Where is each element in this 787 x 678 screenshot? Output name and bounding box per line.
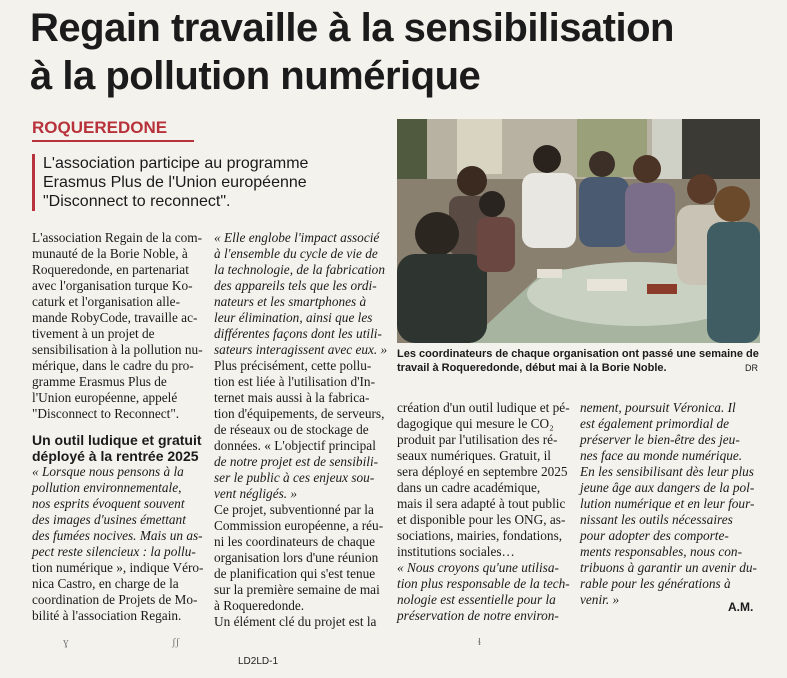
body-line: pect reste silencieux : la pollu-	[32, 544, 196, 559]
article-title	[30, 4, 770, 100]
body-line: des appareils tels que les ordi-	[214, 278, 377, 293]
scan-mark: ʃʃ	[172, 636, 180, 648]
scan-mark: ɬ	[478, 636, 482, 648]
body-line: dagogique qui mesure le CO₂	[397, 416, 554, 431]
body-line: tion d'équipements, de serveurs,	[214, 406, 385, 421]
body-line: ments responsables, nous con-	[580, 544, 743, 559]
body-line: pollution environnementale,	[32, 480, 182, 495]
scan-mark: ɣ	[63, 636, 69, 648]
photo-caption	[397, 347, 760, 375]
article-column-4	[580, 400, 760, 608]
body-line: préservation de notre environ-	[397, 608, 559, 623]
body-line: mande RobyCode, travaille ac-	[32, 310, 198, 325]
body-line: sateurs interagissent avec eux. »	[214, 342, 388, 357]
body-line: l'Union européenne, appelé	[32, 390, 178, 405]
body-line: tion plus responsable de la tech-	[397, 576, 570, 591]
subhead-line: déployé à la rentrée 2025	[32, 448, 199, 464]
body-line: seaux numériques. Gratuit, il	[397, 448, 551, 463]
article-photo	[397, 119, 760, 343]
body-line: tivement à un projet de	[32, 326, 155, 341]
body-line: est également primordial de	[580, 416, 730, 431]
body-line: de réseaux ou de stockage de	[214, 422, 369, 437]
body-line: « Elle englobe l'impact associé	[214, 230, 380, 245]
body-line: à Roqueredonde.	[214, 598, 305, 613]
body-line: caturk et l'organisation alle-	[32, 294, 180, 309]
intro-line: L'association participe au programme	[43, 155, 309, 172]
body-line: la technologie, de la fabrication	[214, 262, 385, 277]
body-line: produit par l'utilisation des ré-	[397, 432, 558, 447]
title-line: Regain travaille à la sensibilisation	[30, 6, 674, 50]
article-column-2	[214, 230, 392, 630]
body-line: nica Castro, en charge de la	[32, 576, 179, 591]
body-line: bilité à l'association Regain.	[32, 608, 182, 623]
body-line: institutions sociales…	[397, 544, 515, 559]
photo-illustration	[397, 119, 760, 343]
body-line: nologie est essentielle pour la	[397, 592, 556, 607]
body-line: nos esprits évoquent souvent	[32, 496, 185, 511]
author-signature: A.M.	[728, 600, 754, 614]
body-line: Roqueredonde, en partenariat	[32, 262, 189, 277]
body-line: nissant les outils nécessaires	[580, 512, 733, 527]
body-line: mais il sera adapté à tout public	[397, 496, 566, 511]
body-line: organisation lors d'une réunion	[214, 550, 379, 565]
body-line: à l'ensemble du cycle de vie de	[214, 246, 378, 261]
intro-line: "Disconnect to reconnect".	[43, 193, 231, 210]
body-line: création d'un outil ludique et pé-	[397, 400, 570, 415]
body-line: En les sensibilisant dès leur plus	[580, 464, 754, 479]
body-line: Plus précisément, cette pollu-	[214, 358, 372, 373]
location-label: ROQUEREDONE	[32, 118, 194, 142]
body-line: sera déployé en septembre 2025	[397, 464, 568, 479]
body-line: avec l'organisation turque Ko-	[32, 278, 193, 293]
body-line: ni les coordinateurs de chaque	[214, 534, 375, 549]
body-line: coordination de Projets de Mo-	[32, 592, 198, 607]
body-line: sensibilisation à la pollution nu-	[32, 342, 203, 357]
body-line: de planification qui s'est tenue	[214, 566, 376, 581]
body-line: venir. »	[580, 592, 620, 607]
body-line: nement, poursuit Véronica. Il	[580, 400, 736, 415]
body-line: jeune âge aux dangers de la pol-	[580, 480, 755, 495]
body-line: mérique, dans le cadre du pro-	[32, 358, 194, 373]
body-line: L'association Regain de la com-	[32, 230, 203, 245]
photo-credit: DR	[745, 363, 758, 373]
subhead-line: Un outil ludique et gratuit	[32, 432, 202, 448]
body-line: Un élément clé du projet est la	[214, 614, 377, 629]
body-line: « Lorsque nous pensons à la	[32, 464, 184, 479]
body-line: préserver le bien-être des jeu-	[580, 432, 740, 447]
body-line: de notre projet est de sensibili-	[214, 454, 379, 469]
body-line: ternet mais aussi à la fabrica-	[214, 390, 370, 405]
body-line: vent négligés. »	[214, 486, 298, 501]
body-line: munauté de la Borie Noble, à	[32, 246, 188, 261]
body-line: rable pour les générations à	[580, 576, 731, 591]
page-footer-code: LD2LD-1	[238, 656, 279, 667]
body-line: leur élimination, ainsi que les	[214, 310, 373, 325]
title-line: à la pollution numérique	[30, 54, 481, 98]
caption-line: travail à Roqueredonde, début mai à la Borie Noble.	[397, 362, 667, 374]
body-line: différentes façons dont les utili-	[214, 326, 382, 341]
section-subhead	[32, 432, 212, 464]
body-line: tion numérique », indique Véro-	[32, 560, 204, 575]
body-line: nateurs et les smartphones à	[214, 294, 367, 309]
body-line: tion est liée à l'utilisation d'In-	[214, 374, 375, 389]
body-line: lution numérique et en leur four-	[580, 496, 755, 511]
intro-line: Erasmus Plus de l'Union européenne	[43, 174, 307, 191]
body-line: sociations, mairies, fondations,	[397, 528, 563, 543]
body-line: gramme Erasmus Plus de	[32, 374, 167, 389]
body-line: des images d'usines émettant	[32, 512, 186, 527]
caption-line: Les coordinateurs de chaque organisation ont passé une semaine de	[397, 348, 759, 360]
body-line: pour adopter des comporte-	[580, 528, 729, 543]
body-line: Commission européenne, a réu-	[214, 518, 384, 533]
body-line: sur la première semaine de mai	[214, 582, 380, 597]
body-line: et disponible pour les ONG, as-	[397, 512, 566, 527]
article-column-3	[397, 400, 575, 624]
body-line: données. « L'objectif principal	[214, 438, 376, 453]
body-line: tribuons à garantir un avenir du-	[580, 560, 757, 575]
body-line: dans un cadre académique,	[397, 480, 541, 495]
body-line: « Nous croyons qu'une utilisa-	[397, 560, 559, 575]
article-intro	[32, 154, 398, 211]
body-line: des fumées nocives. Mais un as-	[32, 528, 203, 543]
body-line: "Disconnect to Reconnect".	[32, 406, 180, 421]
body-line: ser le public à ces enjeux sou-	[214, 470, 375, 485]
body-line: Ce projet, subventionné par la	[214, 502, 374, 517]
article-column-1	[32, 230, 212, 624]
body-line: nes face au monde numérique.	[580, 448, 743, 463]
